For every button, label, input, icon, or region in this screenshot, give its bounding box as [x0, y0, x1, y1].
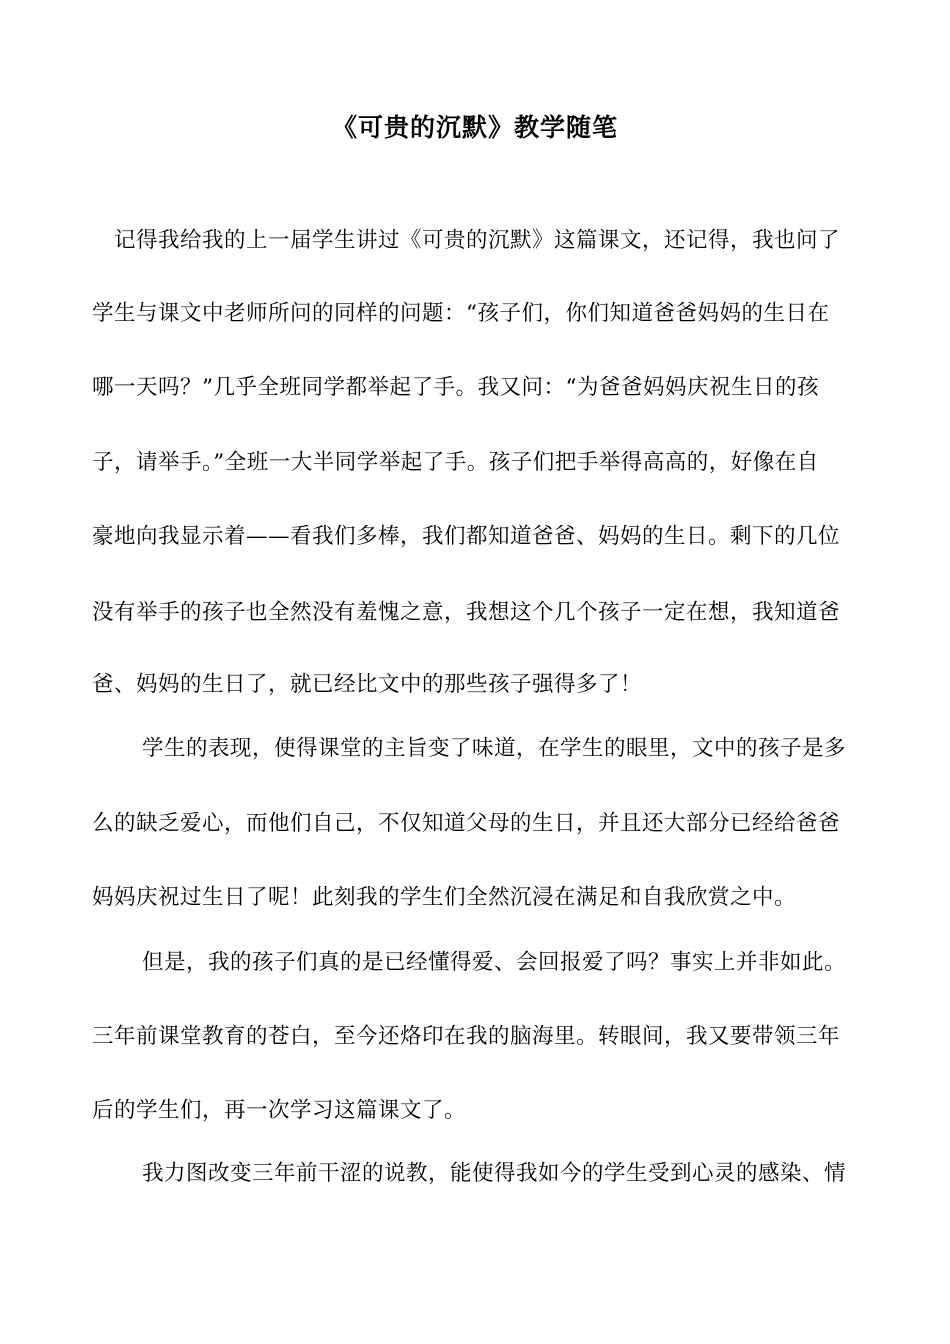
paragraph-line: 后的学生们，再一次学习这篇课文了。	[92, 1098, 467, 1123]
paragraph-line: 妈妈庆祝过生日了呢！此刻我的学生们全然沉浸在满足和自我欣赏之中。	[92, 885, 797, 910]
paragraph-line: 学生的表现，使得课堂的主旨变了味道，在学生的眼里，文中的孩子是多	[142, 736, 847, 761]
paragraph-line: 么的缺乏爱心，而他们自己，不仅知道父母的生日，并且还大部分已经给爸爸	[92, 811, 841, 836]
paragraph-line: 学生与课文中老师所问的同样的问题：“孩子们，你们知道爸爸妈妈的生日在	[92, 301, 830, 326]
document-title: 《可贵的沉默》教学随笔	[331, 113, 618, 142]
paragraph-line: 哪一天吗？”几乎全班同学都举起了手。我又问：“为爸爸妈妈庆祝生日的孩	[92, 375, 819, 400]
paragraph-line: 但是，我的孩子们真的是已经懂得爱、会回报爱了吗？事实上并非如此。	[142, 950, 847, 975]
paragraph-line: 子，请举手。”全班一大半同学举起了手。孩子们把手举得高高的，好像在自	[92, 450, 819, 475]
paragraph-line: 没有举手的孩子也全然没有羞愧之意，我想这个几个孩子一定在想，我知道爸	[92, 600, 841, 625]
paragraph-line: 我力图改变三年前干涩的说教，能使得我如今的学生受到心灵的感染、情	[142, 1161, 847, 1186]
paragraph-line: 爸、妈妈的生日了，就已经比文中的那些孩子强得多了！	[92, 672, 643, 697]
paragraph-line: 三年前课堂教育的苍白，至今还烙印在我的脑海里。转眼间，我又要带领三年	[92, 1024, 841, 1049]
paragraph-line: 豪地向我显示着——看我们多棒，我们都知道爸爸、妈妈的生日。剩下的几位	[92, 524, 841, 549]
paragraph-line: 记得我给我的上一届学生讲过《可贵的沉默》这篇课文，还记得，我也问了	[114, 228, 841, 253]
